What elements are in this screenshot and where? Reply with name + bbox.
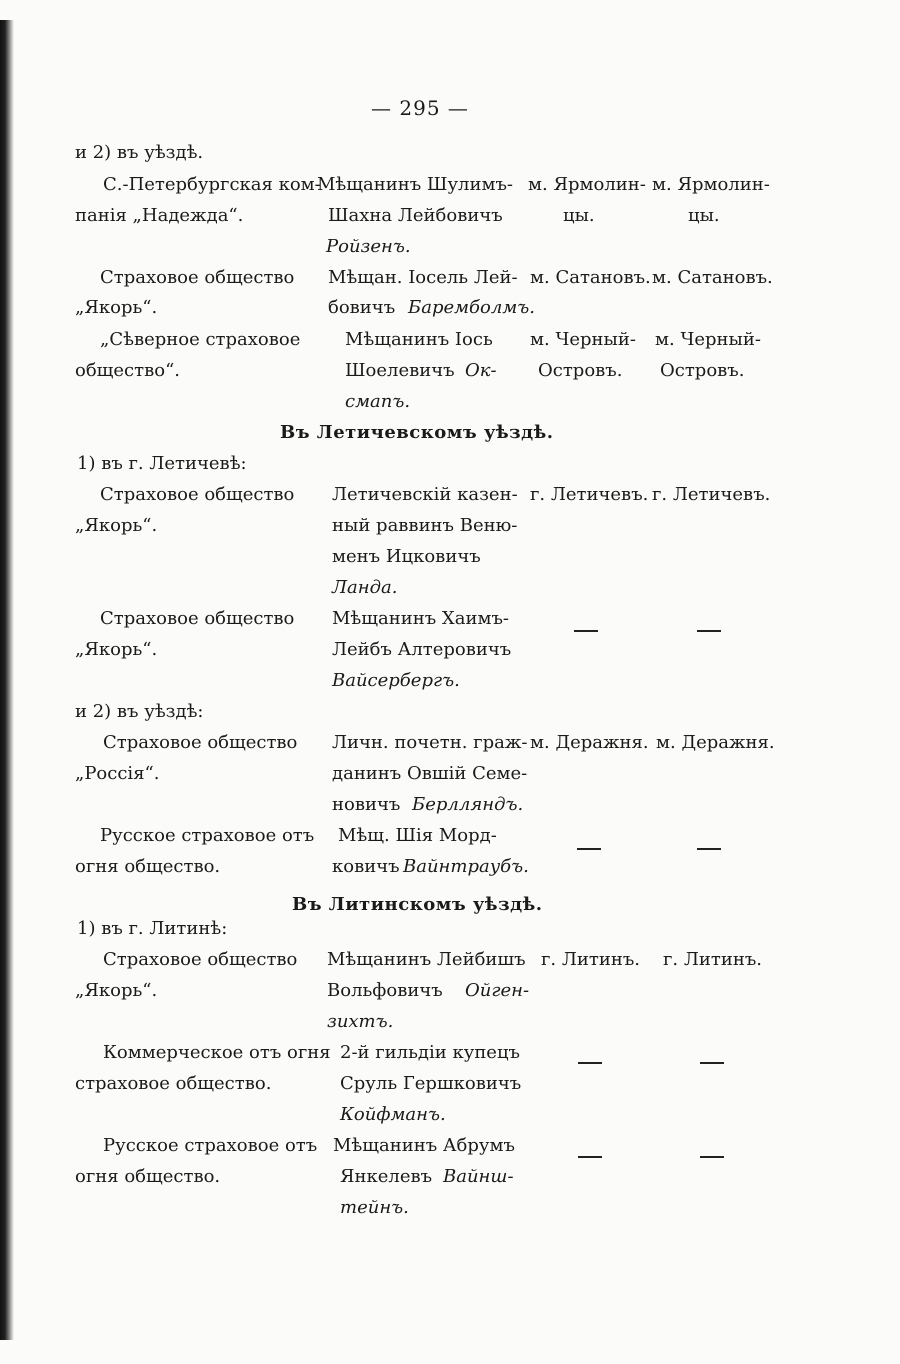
text-line: м. Ярмолин- xyxy=(528,174,646,195)
text-line: Ок- xyxy=(465,360,497,381)
text-line: г. Летичевъ. xyxy=(530,484,649,505)
text-line: Мѣщанинъ Хаимъ- xyxy=(332,608,509,629)
ditto-dash xyxy=(697,630,721,632)
text-line: Шоелевичъ xyxy=(345,360,455,381)
text-line: панія „Надежда“. xyxy=(75,205,244,226)
text-line: Мѣщан. Іосель Лей- xyxy=(328,267,518,288)
text-line: 1) въ г. Летичевѣ: xyxy=(77,453,247,474)
text-line: и 2) въ уѣздѣ: xyxy=(75,701,204,722)
text-line: Вольфовичъ xyxy=(327,980,443,1001)
text-line: „Россія“. xyxy=(75,763,160,784)
ditto-dash xyxy=(574,630,598,632)
text-line: и 2) въ уѣздѣ. xyxy=(75,142,204,163)
text-line: страховое общество. xyxy=(75,1073,272,1094)
text-line: Ланда. xyxy=(332,577,398,598)
text-line: Мѣщ. Шія Морд- xyxy=(338,825,497,846)
text-line: ный раввинъ Веню- xyxy=(332,515,518,536)
page-number: — 295 — xyxy=(371,96,469,120)
text-line: „Якорь“. xyxy=(75,515,158,536)
ditto-dash xyxy=(578,1062,602,1064)
text-line: Ойген- xyxy=(465,980,530,1001)
scan-binding-edge xyxy=(0,20,14,1340)
text-line: „Якорь“. xyxy=(75,980,158,1001)
text-line: Вайнш- xyxy=(443,1166,514,1187)
text-line: Коммерческое отъ огня xyxy=(103,1042,331,1063)
text-line: ковичъ xyxy=(332,856,400,877)
text-line: Лейбъ Алтеровичъ xyxy=(332,639,512,660)
ditto-dash xyxy=(700,1062,724,1064)
text-line: смапъ. xyxy=(345,391,411,412)
text-line: Мѣщанинъ Абрумъ xyxy=(333,1135,515,1156)
text-line: г. Литинъ. xyxy=(541,949,641,970)
section-heading: Въ Литинскомъ уѣздѣ. xyxy=(292,894,543,915)
text-line: „Сѣверное страховое xyxy=(100,329,301,350)
text-line: Летичевскій казен- xyxy=(332,484,518,505)
text-line: Баремболмъ. xyxy=(408,297,535,318)
text-line: г. Литинъ. xyxy=(663,949,763,970)
text-line: Койфманъ. xyxy=(340,1104,446,1125)
text-line: цы. xyxy=(563,205,595,226)
text-line: 2-й гильдіи купецъ xyxy=(340,1042,520,1063)
text-line: Страховое общество xyxy=(103,732,298,753)
ditto-dash xyxy=(577,848,601,850)
text-line: м. Деражня. xyxy=(530,732,649,753)
text-line: огня общество. xyxy=(75,856,221,877)
text-line: бовичъ xyxy=(328,297,396,318)
text-line: новичъ xyxy=(332,794,401,815)
text-line: Островъ. xyxy=(538,360,623,381)
text-line: Мѣщанинъ Лейбишъ xyxy=(327,949,526,970)
text-line: цы. xyxy=(688,205,720,226)
text-line: м. Сатановъ. xyxy=(652,267,773,288)
text-line: „Якорь“. xyxy=(75,297,158,318)
text-line: м. Черный- xyxy=(530,329,636,350)
text-line: Берлляндъ. xyxy=(412,794,524,815)
text-line: данинъ Овшій Семе- xyxy=(332,763,528,784)
text-line: м. Ярмолин- xyxy=(652,174,770,195)
text-line: общество“. xyxy=(75,360,180,381)
text-line: Страховое общество xyxy=(100,608,295,629)
text-line: Страховое общество xyxy=(100,267,295,288)
text-line: менъ Ицковичъ xyxy=(332,546,481,567)
text-line: Вайнтраубъ. xyxy=(403,856,529,877)
text-line: зихтъ. xyxy=(327,1011,394,1032)
ditto-dash xyxy=(697,848,721,850)
text-line: Страховое общество xyxy=(100,484,295,505)
text-line: Мѣщанинъ Шулимъ- xyxy=(317,174,514,195)
text-line: Вайсербергъ. xyxy=(332,670,460,691)
ditto-dash xyxy=(578,1156,602,1158)
text-line: Страховое общество xyxy=(103,949,298,970)
text-line: „Якорь“. xyxy=(75,639,158,660)
text-line: Мѣщанинъ Іось xyxy=(345,329,493,350)
section-heading: Въ Летичевскомъ уѣздѣ. xyxy=(280,422,554,443)
text-line: Русское страховое отъ xyxy=(103,1135,318,1156)
text-line: Ройзенъ. xyxy=(326,236,411,257)
text-line: Островъ. xyxy=(660,360,745,381)
text-line: м. Деражня. xyxy=(656,732,775,753)
text-line: Янкелевъ xyxy=(340,1166,433,1187)
text-line: тейнъ. xyxy=(340,1197,409,1218)
text-line: Шахна Лейбовичъ xyxy=(328,205,503,226)
ditto-dash xyxy=(700,1156,724,1158)
text-line: Русское страховое отъ xyxy=(100,825,315,846)
text-line: г. Летичевъ. xyxy=(652,484,771,505)
text-line: Личн. почетн. граж- xyxy=(332,732,528,753)
text-line: огня общество. xyxy=(75,1166,221,1187)
text-line: 1) въ г. Литинѣ: xyxy=(77,918,228,939)
text-line: С.-Петербургская ком- xyxy=(103,174,321,195)
text-line: Сруль Гершковичъ xyxy=(340,1073,522,1094)
text-line: м. Сатановъ. xyxy=(530,267,651,288)
text-line: м. Черный- xyxy=(655,329,761,350)
